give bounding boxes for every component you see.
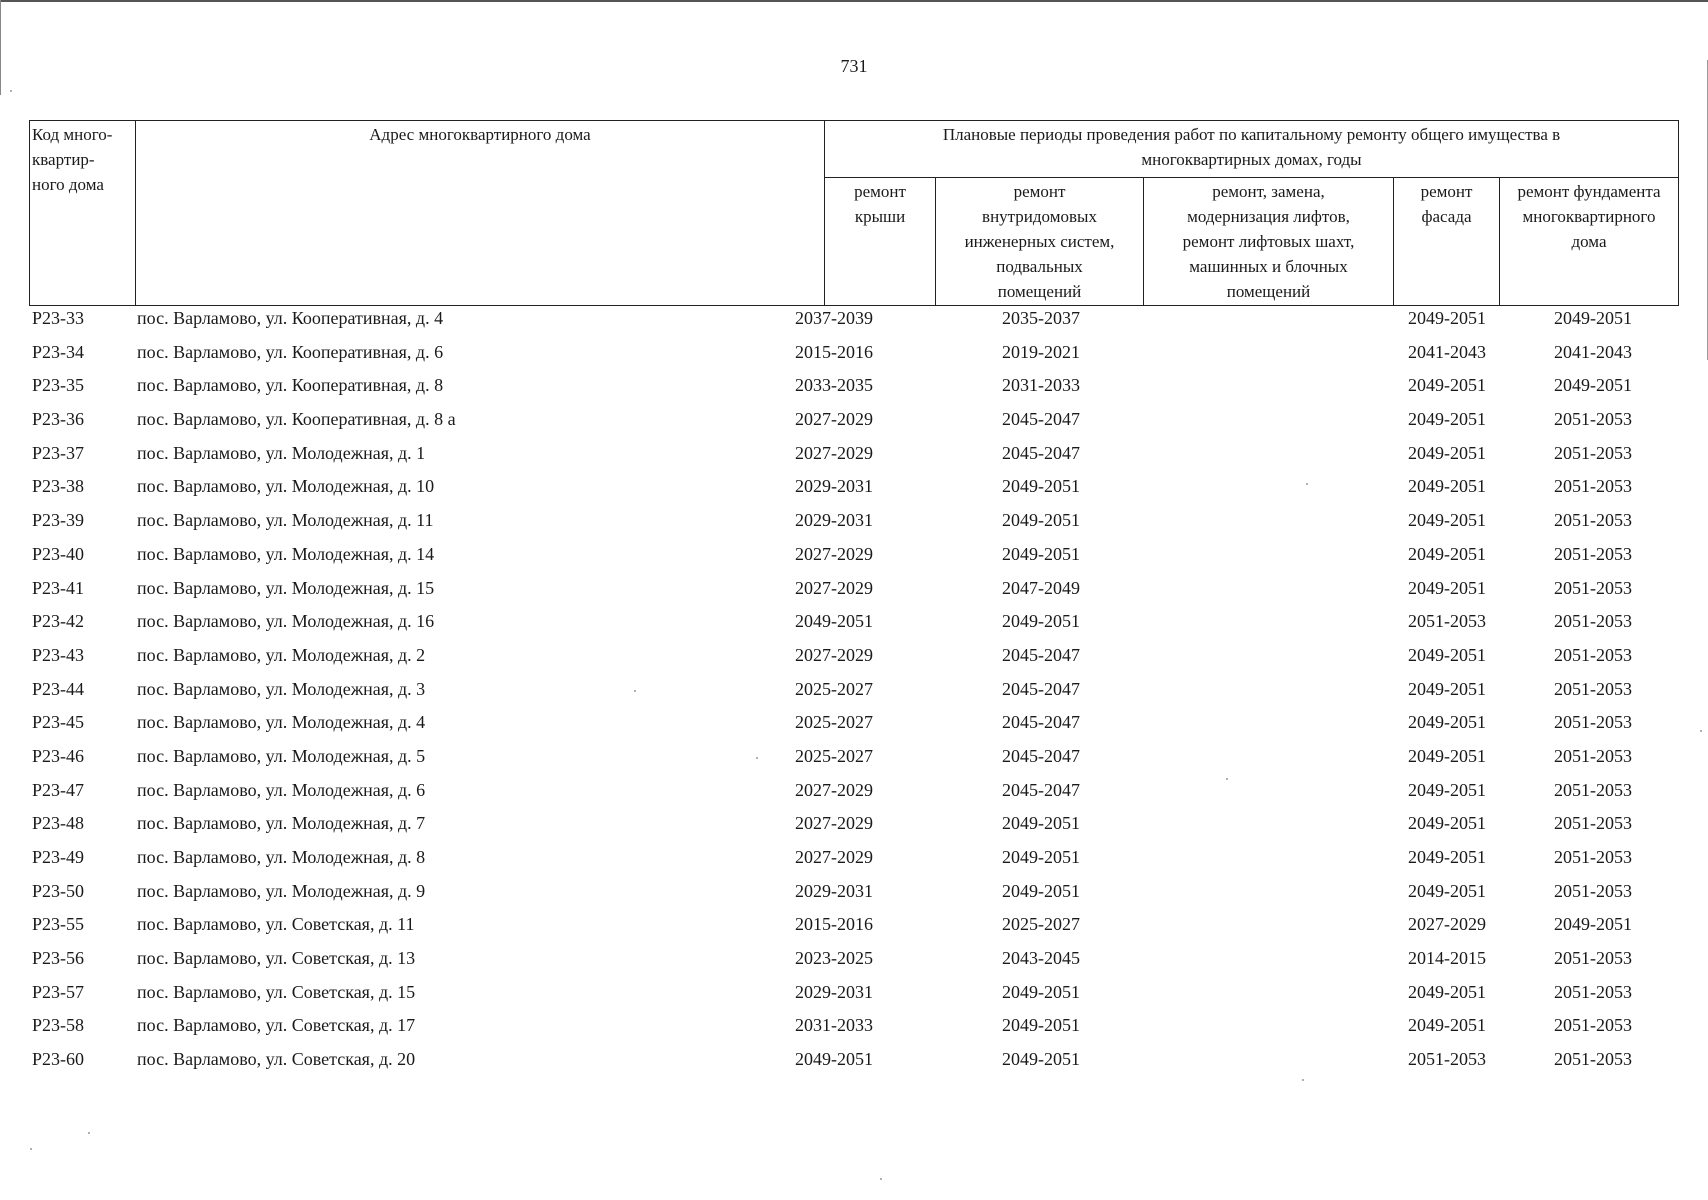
cell-address: пос. Варламово, ул. Молодежная, д. 16 [137,611,435,632]
cell-facade: 2049-2051 [1408,510,1486,531]
cell-roof: 2029-2031 [795,880,873,901]
cell-facade: 2049-2051 [1408,779,1486,800]
cell-foundation: 2051-2053 [1554,1049,1632,1070]
cell-engineering: 2035-2037 [1002,308,1080,328]
cell-engineering: 2031-2033 [1002,375,1080,396]
cell-address: пос. Варламово, ул. Советская, д. 15 [137,981,416,1002]
cell-code: P23-48 [32,813,85,834]
cell-roof: 2049-2051 [795,1049,873,1070]
header-code [30,121,136,306]
cell-facade: 2051-2053 [1408,611,1486,632]
cell-roof: 2031-2033 [795,1015,873,1036]
header-roof [825,178,936,306]
header-lifts-label: ремонт, замена, модернизация лифтов, ремонт лифтовых шахт, машинных и блочных помещений [1182,182,1355,301]
cell-foundation: 2051-2053 [1554,1015,1632,1036]
cell-foundation: 2051-2053 [1554,678,1632,699]
cell-address: пос. Варламово, ул. Молодежная, д. 4 [137,712,426,733]
cell-address: пос. Варламово, ул. Молодежная, д. 15 [137,577,435,598]
cell-code: P23-40 [32,543,85,564]
cell-address: пос. Варламово, ул. Кооперативная, д. 8 а [137,409,456,430]
header-periods-label: Плановые периоды проведения работ по капитальному ремонту общего имущества в многоквартирных домах, годы [942,125,1561,169]
cell-code: P23-35 [32,375,85,396]
cell-engineering: 2045-2047 [1002,644,1080,665]
cell-engineering: 2025-2027 [1002,914,1080,935]
cell-facade: 2049-2051 [1408,644,1486,665]
cell-address: пос. Варламово, ул. Молодежная, д. 14 [137,543,435,564]
cell-engineering: 2019-2021 [1002,341,1080,362]
scan-speck [634,690,636,692]
cell-foundation: 2051-2053 [1554,779,1632,800]
header-facade [1394,178,1500,306]
header-address-label: Адрес многоквартирного дома [369,125,591,144]
cell-engineering: 2049-2051 [1002,880,1080,901]
cell-roof: 2029-2031 [795,510,873,531]
cell-facade: 2049-2051 [1408,442,1486,463]
cell-foundation: 2051-2053 [1554,981,1632,1002]
scan-edge-top [0,0,1708,2]
cell-address: пос. Варламово, ул. Советская, д. 11 [137,914,415,935]
cell-roof: 2015-2016 [795,914,873,935]
cell-facade: 2049-2051 [1408,678,1486,699]
cell-code: P23-57 [32,981,85,1002]
cell-foundation: 2051-2053 [1554,880,1632,901]
cell-facade: 2041-2043 [1408,341,1486,362]
cell-engineering: 2045-2047 [1002,678,1080,699]
cell-code: P23-55 [32,914,85,935]
header-periods [825,121,1679,178]
cell-foundation: 2049-2051 [1554,914,1632,935]
cell-roof: 2027-2029 [795,409,873,430]
cell-code: P23-41 [32,577,85,598]
cell-code: P23-46 [32,745,85,766]
cell-code: P23-49 [32,847,85,867]
cell-engineering: 2049-2051 [1002,476,1080,497]
cell-code: P23-37 [32,442,85,463]
cell-code: P23-43 [32,644,85,665]
cell-foundation: 2051-2053 [1554,476,1632,497]
cell-foundation: 2051-2053 [1554,712,1632,733]
cell-address: пос. Варламово, ул. Кооперативная, д. 4 [137,308,444,328]
cell-facade: 2027-2029 [1408,914,1486,935]
cell-address: пос. Варламово, ул. Молодежная, д. 1 [137,442,426,463]
cell-foundation: 2051-2053 [1554,611,1632,632]
cell-engineering: 2049-2051 [1002,1015,1080,1036]
cell-address: пос. Варламово, ул. Советская, д. 13 [137,948,416,969]
cell-address: пос. Варламово, ул. Кооперативная, д. 8 [137,375,444,396]
cell-address: пос. Варламово, ул. Советская, д. 20 [137,1049,416,1070]
cell-roof: 2027-2029 [795,847,873,867]
table-header [29,120,1679,306]
cell-facade: 2014-2015 [1408,948,1486,969]
cell-facade: 2049-2051 [1408,880,1486,901]
page-number: 731 [840,56,868,76]
cell-facade: 2049-2051 [1408,375,1486,396]
cell-code: P23-34 [32,341,85,362]
cell-foundation: 2051-2053 [1554,813,1632,834]
cell-facade: 2049-2051 [1408,577,1486,598]
header-foundation-label: ремонт фундамента многоквартирного дома [1517,182,1661,251]
cell-engineering: 2049-2051 [1002,813,1080,834]
cell-code: P23-39 [32,510,85,531]
cell-facade: 2049-2051 [1408,712,1486,733]
cell-facade: 2051-2053 [1408,1049,1486,1070]
scan-speck [1226,778,1228,780]
cell-address: пос. Варламово, ул. Молодежная, д. 6 [137,779,426,800]
cell-roof: 2027-2029 [795,644,873,665]
cell-engineering: 2043-2045 [1002,948,1080,969]
cell-facade: 2049-2051 [1408,745,1486,766]
cell-foundation: 2049-2051 [1554,308,1632,328]
cell-foundation: 2051-2053 [1554,745,1632,766]
cell-engineering: 2045-2047 [1002,442,1080,463]
cell-facade: 2049-2051 [1408,1015,1486,1036]
scan-speck [88,1132,90,1134]
cell-address: пос. Варламово, ул. Молодежная, д. 5 [137,745,426,766]
cell-foundation: 2051-2053 [1554,543,1632,564]
cell-code: P23-58 [32,1015,85,1036]
cell-foundation: 2041-2043 [1554,341,1632,362]
scan-speck [1306,483,1308,485]
scan-speck [756,757,758,759]
cell-roof: 2029-2031 [795,476,873,497]
scan-speck [30,1148,32,1150]
cell-roof: 2025-2027 [795,745,873,766]
cell-engineering: 2045-2047 [1002,745,1080,766]
cell-engineering: 2049-2051 [1002,847,1080,867]
cell-engineering: 2049-2051 [1002,543,1080,564]
cell-roof: 2029-2031 [795,981,873,1002]
cell-code: P23-42 [32,611,85,632]
cell-facade: 2049-2051 [1408,476,1486,497]
cell-roof: 2027-2029 [795,577,873,598]
cell-roof: 2025-2027 [795,712,873,733]
header-engineering [936,178,1144,306]
cell-facade: 2049-2051 [1408,543,1486,564]
cell-address: пос. Варламово, ул. Кооперативная, д. 6 [137,341,444,362]
cell-address: пос. Варламово, ул. Молодежная, д. 7 [137,813,426,834]
cell-facade: 2049-2051 [1408,813,1486,834]
cell-engineering: 2049-2051 [1002,981,1080,1002]
cell-code: P23-33 [32,308,85,328]
cell-facade: 2049-2051 [1408,308,1486,328]
cell-foundation: 2051-2053 [1554,577,1632,598]
cell-foundation: 2051-2053 [1554,409,1632,430]
cell-roof: 2033-2035 [795,375,873,396]
cell-engineering: 2047-2049 [1002,577,1080,598]
cell-engineering: 2045-2047 [1002,712,1080,733]
scan-speck [880,1178,882,1180]
scan-speck [1302,1079,1304,1081]
header-address [136,121,825,306]
cell-code: P23-56 [32,948,85,969]
cell-foundation: 2051-2053 [1554,442,1632,463]
cell-code: P23-45 [32,712,85,733]
cell-foundation: 2051-2053 [1554,847,1632,867]
cell-foundation: 2049-2051 [1554,375,1632,396]
header-foundation [1500,178,1679,306]
cell-foundation: 2051-2053 [1554,644,1632,665]
cell-code: P23-44 [32,678,85,699]
cell-engineering: 2045-2047 [1002,409,1080,430]
cell-address: пос. Варламово, ул. Советская, д. 17 [137,1015,416,1036]
cell-code: P23-36 [32,409,85,430]
scan-edge-left [0,0,1,95]
cell-foundation: 2051-2053 [1554,948,1632,969]
cell-roof: 2049-2051 [795,611,873,632]
header-lifts [1144,178,1394,306]
cell-roof: 2023-2025 [795,948,873,969]
cell-code: P23-60 [32,1049,85,1070]
cell-address: пос. Варламово, ул. Молодежная, д. 8 [137,847,426,867]
cell-engineering: 2045-2047 [1002,779,1080,800]
cell-roof: 2027-2029 [795,813,873,834]
cell-code: P23-38 [32,476,85,497]
cell-engineering: 2049-2051 [1002,1049,1080,1070]
header-roof-label: ремонт крыши [854,182,906,226]
cell-facade: 2049-2051 [1408,981,1486,1002]
cell-address: пос. Варламово, ул. Молодежная, д. 11 [137,510,434,531]
cell-foundation: 2051-2053 [1554,510,1632,531]
cell-address: пос. Варламово, ул. Молодежная, д. 9 [137,880,426,901]
cell-code: P23-47 [32,779,85,800]
header-engineering-label: ремонт внутридомовых инженерных систем, подвальных помещений [964,182,1115,301]
cell-code: P23-50 [32,880,85,901]
cell-facade: 2049-2051 [1408,409,1486,430]
cell-roof: 2025-2027 [795,678,873,699]
cell-engineering: 2049-2051 [1002,510,1080,531]
cell-address: пос. Варламово, ул. Молодежная, д. 10 [137,476,435,497]
cell-address: пос. Варламово, ул. Молодежная, д. 2 [137,644,426,665]
header-code-label: Код много- квартир- ного дома [32,125,113,194]
cell-roof: 2027-2029 [795,543,873,564]
scan-speck [1700,730,1702,732]
cell-address: пос. Варламово, ул. Молодежная, д. 3 [137,678,426,699]
cell-roof: 2027-2029 [795,442,873,463]
cell-roof: 2027-2029 [795,779,873,800]
header-facade-label: ремонт фасада [1420,182,1473,226]
cell-roof: 2015-2016 [795,341,873,362]
cell-engineering: 2049-2051 [1002,611,1080,632]
cell-facade: 2049-2051 [1408,847,1486,867]
scan-speck [10,90,12,92]
cell-roof: 2037-2039 [795,308,873,328]
